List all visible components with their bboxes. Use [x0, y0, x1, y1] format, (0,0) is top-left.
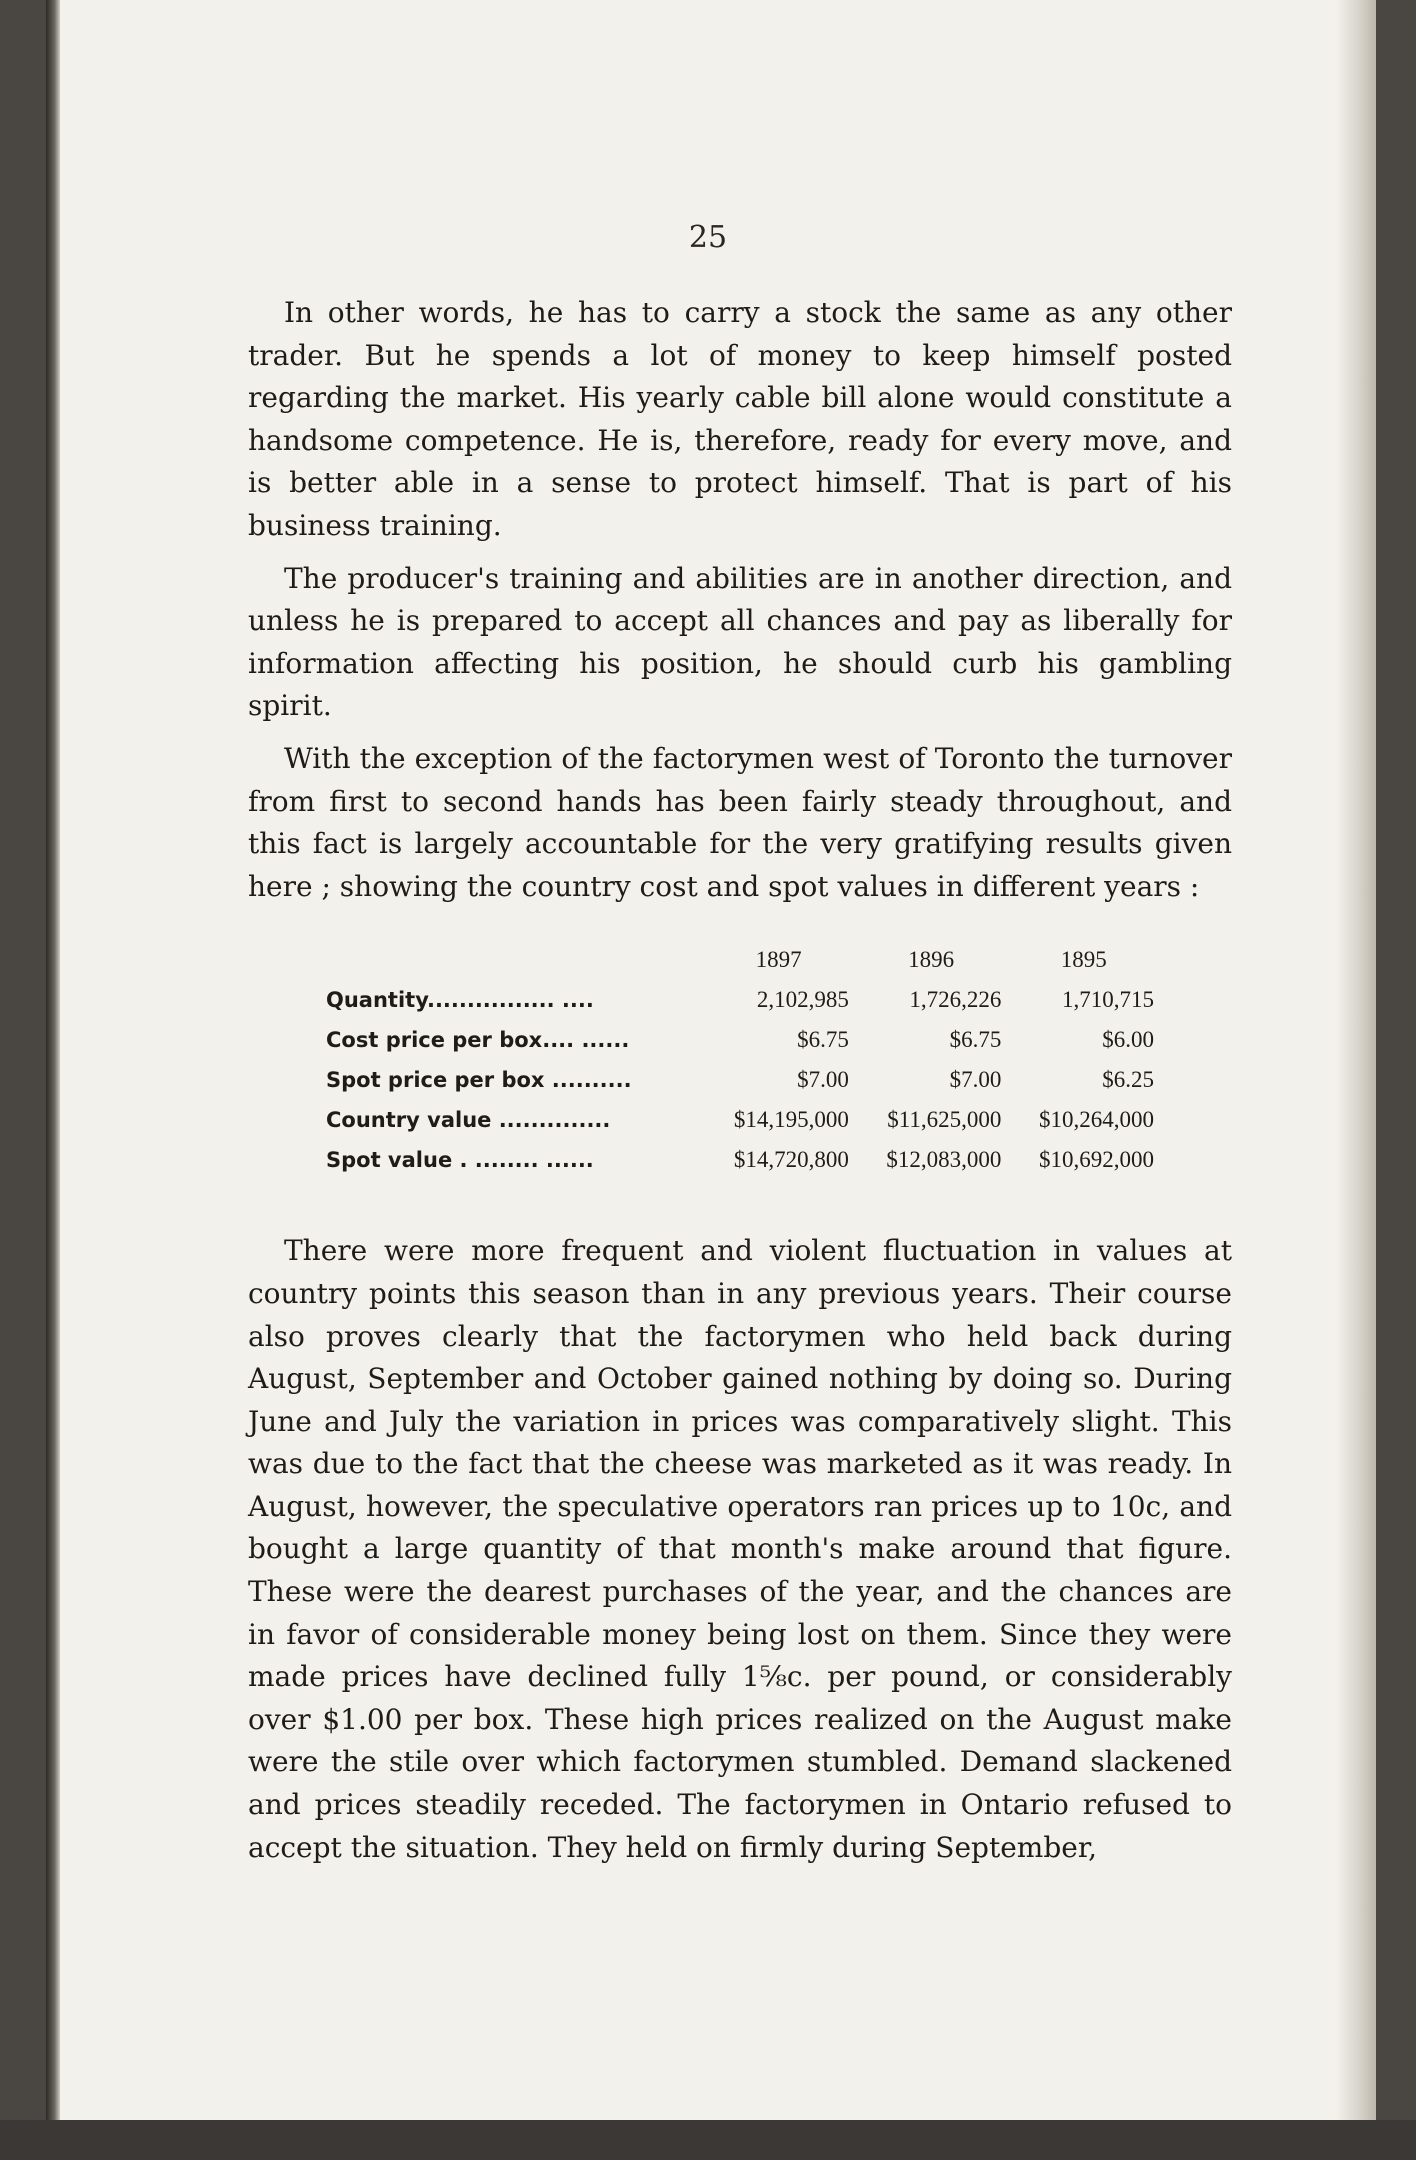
table-header-row [326, 940, 1160, 980]
paragraph-1: In other words, he has to carry a stock the same as any other trader. But he spends a lot of money to keep himself posted regarding the market. His yearly cable bill alone would constitute a handsome competence. He is, therefore, ready for every move, and is better able in a sense to protect himself. That is part of his business training. [248, 296, 1232, 542]
cell-value: $10,264,000 [1039, 1107, 1154, 1133]
row-label-quantity: Quantity................ .... [326, 988, 594, 1013]
table-row [326, 1060, 1160, 1100]
year-header-1895: 1895 [1060, 947, 1107, 973]
cell-value: 1,710,715 [1062, 987, 1154, 1013]
book-spine-shadow [46, 0, 60, 2120]
cell-value: $10,692,000 [1039, 1147, 1154, 1173]
cell-value: $14,195,000 [733, 1107, 849, 1133]
cell-value: $12,083,000 [886, 1147, 1002, 1173]
table-row [326, 1020, 1160, 1060]
cell-value: $7.00 [797, 1067, 849, 1093]
table-row [326, 980, 1160, 1020]
cell-value: 2,102,985 [756, 987, 849, 1013]
cell-value: $6.00 [1102, 1027, 1154, 1053]
paragraph-3: With the exception of the factorymen west of Toronto the turnover from first to second hands has been fairly steady throughout, and this fact is largely accountable for the very gratifying results given here ; showing the country cost and spot values in different years : [248, 741, 1232, 903]
table-row [326, 1100, 1160, 1140]
cell-value: $7.00 [949, 1067, 1002, 1093]
table-row [326, 1140, 1160, 1180]
paragraph-2: The producer's training and abilities are in another direction, and unless he is prepared to accept all chances and pay as liberally for information affecting his position, he should curb his gambling spirit. [248, 561, 1232, 723]
page-body [248, 292, 1232, 1879]
row-label-spot-price: Spot price per box .......... [326, 1068, 632, 1093]
cheese-values-table [326, 940, 1160, 1180]
cell-value: $11,625,000 [887, 1107, 1002, 1133]
row-label-country-value: Country value .............. [326, 1108, 611, 1133]
year-header-1896: 1896 [908, 947, 955, 973]
cell-value: $6.75 [797, 1027, 849, 1053]
table-header-blank [326, 940, 702, 980]
scan-bottom-border [0, 2120, 1416, 2160]
values-table-wrapper [326, 940, 1160, 1180]
paragraph-4: There were more frequent and violent fluctuation in values at country points this season than in any previous years. Their course also proves clearly that the factorymen who held back during August, September and October gained nothing by doing so. During June and July the variation in prices was comparatively slight. This was due to the fact that the cheese was marketed as it was ready. In August, however, the speculative operators ran prices up to 10c, and bought a large quantity of that month's make around that figure. These were the dearest purchases of the year, and the chances are in favor of considerable money being lost on them. Since they were made prices have declined fully 1⅝c. per pound, or considerably over $1.00 per box. These high prices realized on the August make were the stile over which factorymen stumbled. Demand slackened and prices steadily receded. The factorymen in Ontario refused to accept the situation. They held on firmly during September, [248, 1234, 1232, 1864]
row-label-spot-value: Spot value . ........ ...... [326, 1148, 594, 1173]
year-header-1897: 1897 [755, 947, 802, 973]
page-number: 25 [688, 220, 728, 255]
cell-value: $14,720,800 [733, 1147, 849, 1173]
page-edge-shadow [1336, 0, 1376, 2120]
cell-value: $6.75 [949, 1027, 1002, 1053]
row-label-cost-price: Cost price per box.... ...... [326, 1028, 630, 1053]
cell-value: $6.25 [1102, 1067, 1154, 1093]
cell-value: 1,726,226 [909, 987, 1002, 1013]
